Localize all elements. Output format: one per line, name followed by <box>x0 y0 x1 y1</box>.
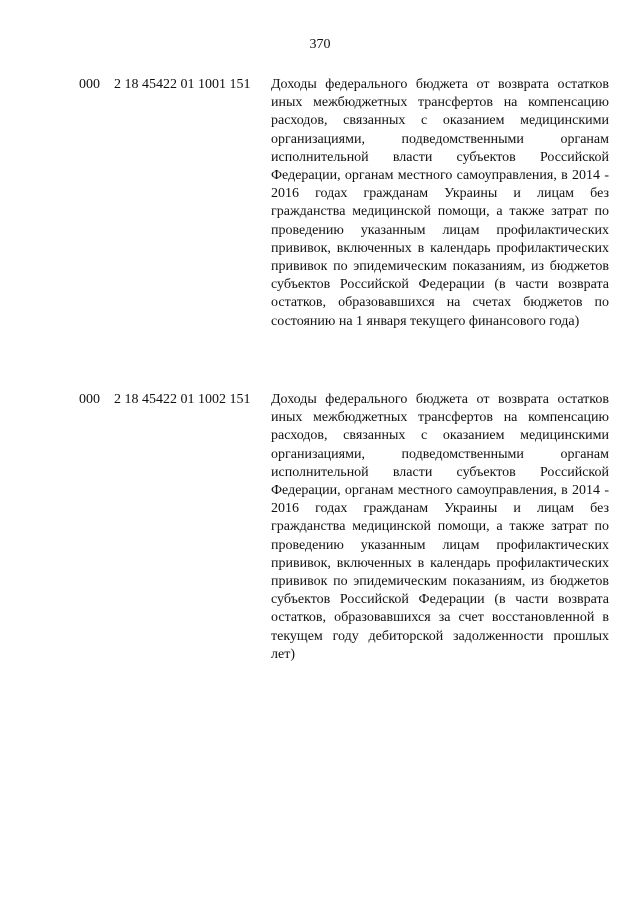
admin-code: 000 <box>79 392 100 407</box>
kbk-code: 2 18 45422 01 1001 151 <box>114 77 251 92</box>
income-description: Доходы федерального бюджета от возврата остатков иных межбюджетных трансфертов на компенсацию расходов, связанных с оказанием медицинскими организациями, подведомственными органам исполнительной власти субъектов Российской Федерации, органам местного самоуправления, в 2014 - 2016 годах гражданам Украины и лицам без гражданства медицинской помощи, а также затрат по проведению указанным лицам профилактических прививок, включенных в календарь профилактических прививок по эпидемическим показаниям, из бюджетов субъектов Российской Федерации (в части возврата остатков, образовавшихся за счет восстановленной в текущем году дебиторской задолженности прошлых лет) <box>271 392 609 662</box>
admin-code: 000 <box>79 77 100 92</box>
page-number: 370 <box>309 37 331 52</box>
kbk-code: 2 18 45422 01 1002 151 <box>114 392 251 407</box>
income-description: Доходы федерального бюджета от возврата остатков иных межбюджетных трансфертов на компенсацию расходов, связанных с оказанием медицинскими организациями, подведомственными органам исполнительной власти субъектов Российской Федерации, органам местного самоуправления, в 2014 - 2016 годах гражданам Украины и лицам без гражданства медицинской помощи, а также затрат по проведению указанным лицам профилактических прививок, включенных в календарь профилактических прививок по эпидемическим показаниям, из бюджетов субъектов Российской Федерации (в части возврата остатков, образовавшихся на счетах бюджетов по состоянию на 1 января текущего финансового года) <box>271 77 609 329</box>
